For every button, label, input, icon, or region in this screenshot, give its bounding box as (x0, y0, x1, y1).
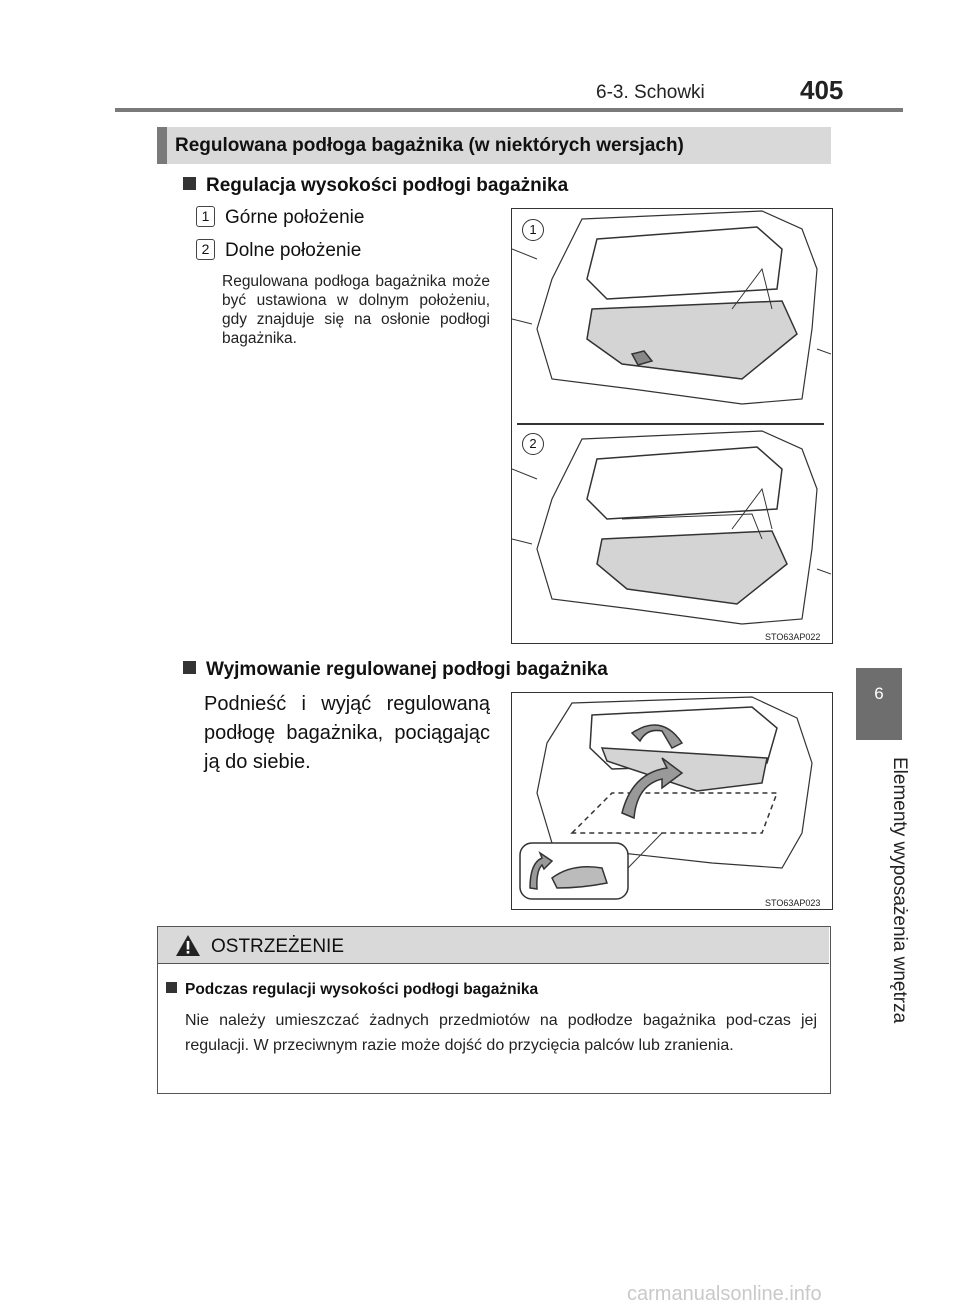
list-item (196, 239, 361, 262)
figure-label-1: 1 (522, 219, 544, 241)
page-number: 405 (800, 75, 844, 105)
trunk-illustration (512, 209, 831, 642)
header-rule (115, 108, 903, 112)
watermark-url: carmanualsonline.info (627, 1283, 822, 1305)
warning-subheading (166, 981, 538, 999)
figure-label-2: 2 (522, 433, 544, 455)
illustration-trunk-floor-positions (511, 208, 833, 644)
list-item (196, 206, 364, 229)
chapter-tab (856, 668, 902, 740)
number-badge: 2 (196, 239, 215, 260)
figure-code: STO63AP022 (765, 632, 821, 642)
subheading-height-adjustment (183, 175, 568, 197)
section-title: Regulowana podłoga bagażnika (w niektórych wersjach) (175, 135, 684, 156)
subheading-removal (183, 659, 608, 681)
chapter-label: Elementy wyposażenia wnętrza (889, 756, 910, 1024)
list-item-text: Górne położenie (225, 207, 365, 228)
figure-code: STO63AP023 (765, 898, 821, 908)
square-bullet-icon (183, 661, 196, 674)
illustration-floor-removal (511, 692, 833, 910)
square-bullet-icon (166, 982, 177, 993)
number-badge: 1 (196, 206, 215, 227)
removal-illustration (512, 693, 831, 908)
instruction-text: Podnieść i wyjąć regulowaną podłogę bagażnika, pociągając ją do siebie. (204, 693, 490, 773)
warning-subheading-text: Podczas regulacji wysokości podłogi bagażnika (185, 981, 539, 998)
list-item-text: Dolne położenie (225, 240, 362, 261)
square-bullet-icon (183, 177, 196, 190)
chapter-number: 6 (874, 684, 884, 703)
note-text: Regulowana podłoga bagażnika może być ustawiona w dolnym położeniu, gdy znajduje się na osłonie podłogi bagażnika. (222, 273, 490, 347)
subheading-text: Wyjmowanie regulowanej podłogi bagażnika (206, 659, 608, 680)
warning-title: OSTRZEŻENIE (211, 936, 345, 957)
warning-triangle-icon (175, 934, 201, 962)
subheading-text: Regulacja wysokości podłogi bagażnika (206, 175, 569, 196)
warning-body: Nie należy umieszczać żadnych przedmiotów na podłodze bagażnika pod-czas jej regulacji. W przeciwnym razie może dojść do przycięcia palców lub zranienia. (185, 1012, 817, 1054)
running-header-section: 6-3. Schowki (596, 82, 705, 103)
